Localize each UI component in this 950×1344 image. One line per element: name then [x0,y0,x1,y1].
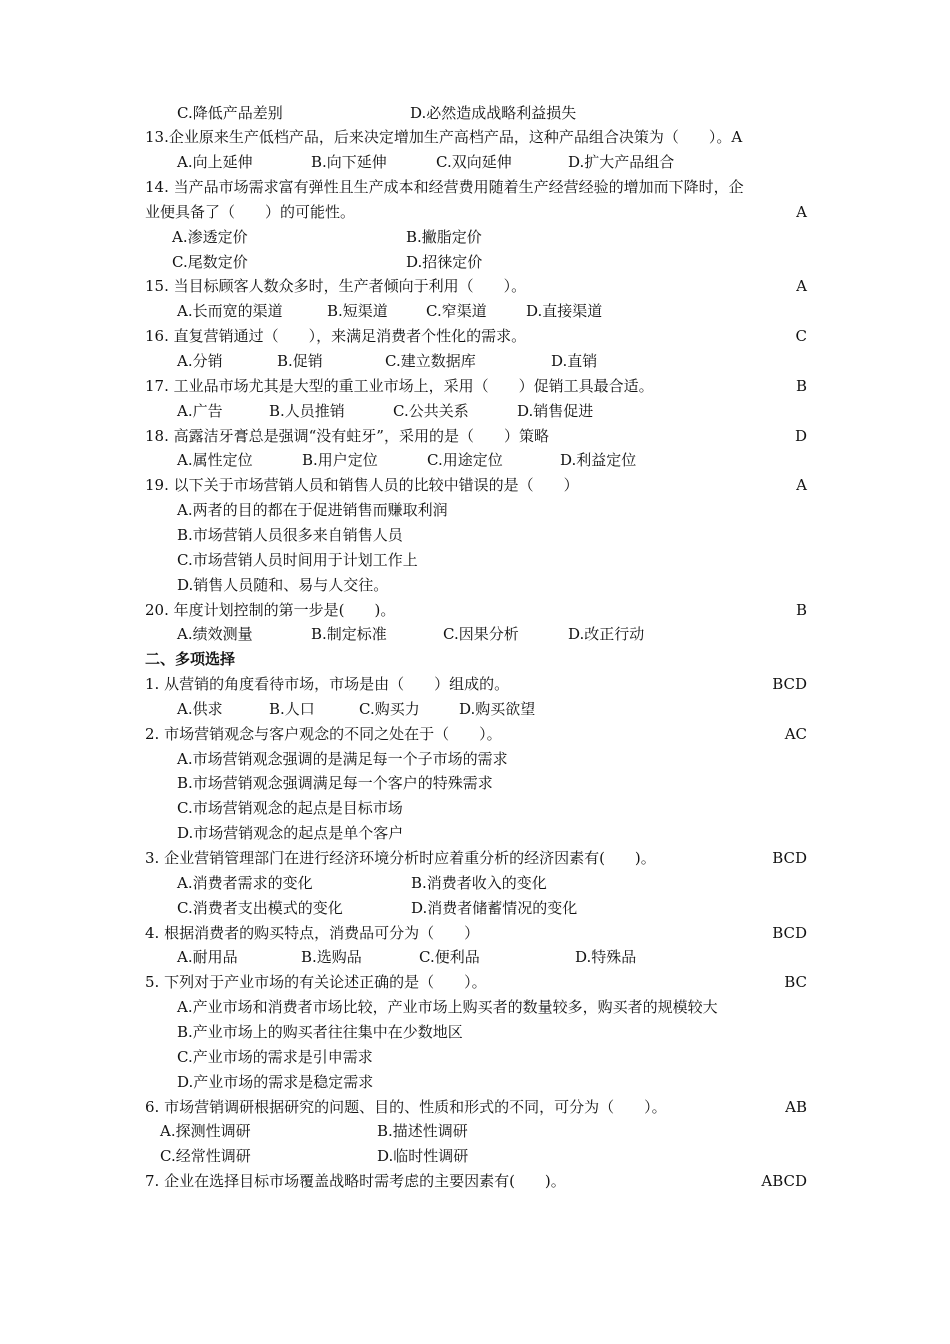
line-text: 4. 根据消费者的购买特点，消费品可分为（ ） [145,923,480,942]
line-text: C.产业市场的需求是引申需求 [177,1047,373,1066]
option-text: C.降低产品差别 [177,103,283,122]
option-text: C.公共关系 [393,401,469,420]
line-text: 19. 以下关于市场营销人员和销售人员的比较中错误的是（ ） [145,476,579,495]
text-line [0,200,950,225]
option-text: B.消费者收入的变化 [411,873,547,892]
text-line [0,896,950,921]
text-line [0,945,950,970]
option-text: B.选购品 [301,948,362,967]
line-text: 16. 直复营销通过（ ），来满足消费者个性化的需求。 [145,327,527,346]
text-line [0,821,950,846]
option-text: D.直接渠道 [526,302,603,321]
line-text: 二、多项选择 [145,650,236,669]
option-text: D.直销 [551,352,598,370]
text-line [0,796,950,821]
text-line [0,573,950,598]
option-text: D.销售促进 [517,401,594,420]
answer-key: C [795,327,807,346]
text-line [0,150,950,175]
text-line [0,1169,950,1194]
option-text: A.消费者需求的变化 [177,873,313,892]
option-text: C.建立数据库 [385,352,476,370]
option-text: D.招徕定价 [406,252,483,271]
line-text: B.产业市场上的购买者往往集中在少数地区 [177,1022,463,1041]
option-text: C.消费者支出模式的变化 [177,898,343,917]
answer-key: A [796,202,807,221]
line-text: D.产业市场的需求是稳定需求 [177,1072,374,1091]
option-text: A.渗透定价 [172,227,248,246]
answer-key: BCD [772,923,807,942]
line-text: 14. 当产品市场需求富有弹性且生产成本和经营费用随着生产经营经验的增加而下降时，企 [145,178,744,197]
option-text: C.尾数定价 [172,252,248,271]
option-text: D.消费者储蓄情况的变化 [411,898,578,917]
answer-key: ABCD [761,1172,807,1191]
option-text: C.因果分析 [443,625,519,644]
option-text: D.利益定位 [560,451,637,470]
text-line [0,672,950,697]
text-line [0,1095,950,1120]
line-text: 20. 年度计划控制的第一步是( )。 [145,600,396,619]
option-text: A.探测性调研 [160,1122,251,1141]
text-line [0,225,950,250]
answer-key: AC [784,724,807,743]
option-text: A.长而宽的渠道 [177,302,283,321]
line-text: 业便具备了（ ）的可能性。 [145,202,356,221]
text-line [0,274,950,299]
option-text: B.人口 [269,699,315,718]
text-line [0,523,950,548]
option-text: C.购买力 [359,699,420,718]
answer-key: B [795,600,807,619]
line-text: A.产业市场和消费者市场比较，产业市场上购买者的数量较多，购买者的规模较大 [177,998,718,1017]
text-line [0,374,950,399]
answer-key: BCD [772,675,807,694]
answer-key: A [796,277,807,296]
line-text: 17. 工业品市场尤其是大型的重工业市场上，采用（ ）促销工具最合适。 [145,376,654,395]
text-line [0,970,950,995]
text-line [0,473,950,498]
line-text: 7. 企业在选择目标市场覆盖战略时需考虑的主要因素有( )。 [145,1172,566,1191]
option-text: A.耐用品 [177,948,238,967]
option-text: D.特殊品 [575,948,637,967]
option-text: C.经常性调研 [160,1147,251,1166]
line-text: B.市场营销观念强调满足每一个客户的特殊需求 [177,774,493,793]
text-line [0,921,950,946]
text-line [0,598,950,623]
option-text: A.广告 [177,401,223,420]
line-text: 15. 当目标顾客人数众多时，生产者倾向于利用（ ）。 [145,277,527,296]
option-text: D.购买欲望 [459,699,536,718]
line-text: A.两者的目的都在于促进销售而赚取利润 [177,501,448,520]
answer-key: BC [784,973,807,992]
text-line [0,1119,950,1144]
line-text: 6. 市场营销调研根据研究的问题、目的、性质和形式的不同，可分为（ ）。 [145,1097,667,1116]
text-line [0,1020,950,1045]
answer-key: D [794,426,807,445]
text-line [0,498,950,523]
line-text: 18. 高露洁牙膏总是强调“没有蛀牙”，采用的是（ ）策略 [145,426,549,445]
option-text: A.属性定位 [177,451,253,470]
line-text: D.市场营销观念的起点是单个客户 [177,824,404,843]
line-text: B.市场营销人员很多来自销售人员 [177,525,403,544]
option-text: B.促销 [277,352,323,370]
option-text: C.双向延伸 [436,153,512,172]
text-line [0,101,950,126]
option-text: C.便利品 [419,948,480,967]
option-text: B.人员推销 [269,401,345,420]
option-text: B.短渠道 [327,302,388,321]
answer-key: B [795,376,807,395]
option-text: A.绩效测量 [177,625,253,644]
text-line [0,1144,950,1169]
text-line [0,250,950,275]
line-text: C.市场营销人员时间用于计划工作上 [177,550,418,569]
text-line [0,175,950,200]
line-text: 3. 企业营销管理部门在进行经济环境分析时应着重分析的经济因素有( )。 [145,849,656,867]
option-text: C.窄渠道 [426,302,487,321]
option-text: B.向下延伸 [311,153,387,172]
line-text: 1. 从营销的角度看待市场，市场是由（ ）组成的。 [145,675,510,694]
text-line [0,846,950,871]
text-line [0,548,950,573]
text-line [0,747,950,772]
option-text: A.分销 [177,352,223,370]
answer-key: BCD [772,849,807,867]
option-text: A.供求 [177,699,223,718]
line-text: A.市场营销观念强调的是满足每一个子市场的需求 [177,749,508,768]
option-text: A.向上延伸 [177,153,253,172]
text-line [0,125,950,150]
option-text: B.制定标准 [311,625,387,644]
line-text: 13.企业原来生产低档产品，后来决定增加生产高档产品，这种产品组合决策为（ ）。A [145,128,743,147]
text-line [0,995,950,1020]
answer-key: AB [785,1097,807,1116]
option-text: D.必然造成战略利益损失 [410,103,577,122]
option-text: B.撇脂定价 [406,227,482,246]
text-line [0,622,950,647]
text-line [0,871,950,896]
text-line [0,324,950,349]
line-text: D.销售人员随和、易与人交往。 [177,575,389,594]
option-text: B.描述性调研 [377,1122,468,1141]
line-text: 5. 下列对于产业市场的有关论述正确的是（ ）。 [145,973,487,992]
option-text: D.改正行动 [568,625,645,644]
option-text: B.用户定位 [302,451,378,470]
text-line [0,424,950,449]
answer-key: A [796,476,807,495]
line-text: C.市场营销观念的起点是目标市场 [177,799,403,818]
text-line [0,1045,950,1070]
option-text: D.扩大产品组合 [568,153,675,172]
text-line [0,448,950,473]
text-line [0,647,950,672]
text-line [0,349,950,374]
text-line [0,722,950,747]
line-text: 2. 市场营销观念与客户观念的不同之处在于（ ）。 [145,724,502,743]
text-line [0,697,950,722]
text-line [0,399,950,424]
text-line [0,299,950,324]
text-line [0,771,950,796]
text-line [0,1070,950,1095]
option-text: D.临时性调研 [377,1147,469,1166]
option-text: C.用途定位 [427,451,503,470]
